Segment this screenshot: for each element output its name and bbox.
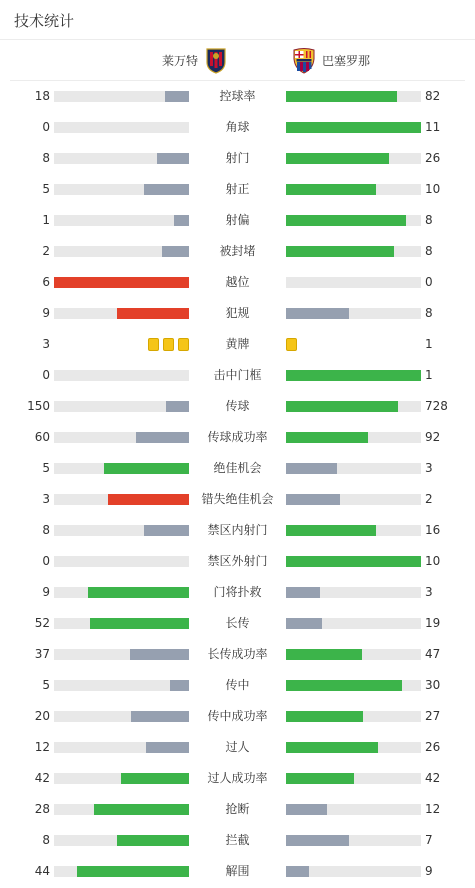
stat-row bbox=[0, 81, 475, 112]
away-stat-bar bbox=[286, 215, 421, 226]
away-stat-bar-fill bbox=[286, 773, 354, 784]
stat-row bbox=[0, 236, 475, 267]
stat-label: 过人成功率 bbox=[207, 771, 268, 785]
away-stat-bar-fill bbox=[286, 215, 406, 226]
stat-label: 控球率 bbox=[219, 89, 256, 103]
yellow-card-icon bbox=[148, 338, 159, 351]
stat-row bbox=[0, 329, 475, 360]
home-stat-bar-fill bbox=[144, 184, 189, 195]
home-stat-bar-fill bbox=[144, 525, 189, 536]
away-stat-bar bbox=[286, 773, 421, 784]
home-stat-value: 8 bbox=[42, 151, 50, 165]
stat-label: 越位 bbox=[225, 275, 250, 289]
away-stat-bar-fill bbox=[286, 835, 349, 846]
away-stat-bar bbox=[286, 587, 421, 598]
away-stat-value: 0 bbox=[425, 275, 433, 289]
stat-label: 射正 bbox=[225, 182, 250, 196]
home-stat-bar bbox=[54, 91, 189, 102]
home-stat-bar-fill bbox=[131, 711, 189, 722]
away-stat-value: 2 bbox=[425, 492, 433, 506]
away-stat-bar bbox=[286, 370, 421, 381]
home-stat-value: 42 bbox=[34, 771, 50, 785]
away-stat-bar bbox=[286, 804, 421, 815]
home-stat-bar-fill bbox=[90, 618, 189, 629]
home-stat-bar-fill bbox=[94, 804, 189, 815]
stat-row bbox=[0, 391, 475, 422]
stat-row bbox=[0, 701, 475, 732]
home-stat-value: 12 bbox=[34, 740, 50, 754]
stat-row bbox=[0, 608, 475, 639]
away-stat-bar bbox=[286, 866, 421, 877]
home-stat-bar bbox=[54, 184, 189, 195]
home-stat-bar bbox=[54, 122, 189, 133]
home-stat-value: 1 bbox=[42, 213, 50, 227]
away-stat-bar-fill bbox=[286, 494, 340, 505]
stat-label: 长传 bbox=[225, 616, 250, 630]
home-stat-value: 3 bbox=[42, 337, 50, 351]
home-stat-bar bbox=[54, 494, 189, 505]
stat-row bbox=[0, 825, 475, 856]
home-stat-bar bbox=[54, 556, 189, 567]
stat-row bbox=[0, 546, 475, 577]
home-stat-value: 150 bbox=[27, 399, 50, 413]
away-stat-bar-fill bbox=[286, 742, 378, 753]
home-yellow-cards bbox=[148, 338, 189, 351]
home-stat-bar bbox=[54, 277, 189, 288]
home-stat-bar bbox=[54, 525, 189, 536]
home-stat-bar-fill bbox=[162, 246, 189, 257]
page-header bbox=[0, 0, 475, 40]
away-stat-bar bbox=[286, 556, 421, 567]
yellow-card-icon bbox=[286, 338, 297, 351]
away-stat-value: 8 bbox=[425, 213, 433, 227]
stat-label: 长传成功率 bbox=[207, 647, 268, 661]
away-stat-bar-fill bbox=[286, 711, 363, 722]
home-stat-bar-fill bbox=[157, 153, 189, 164]
home-stat-bar bbox=[54, 587, 189, 598]
home-stat-bar-fill bbox=[77, 866, 189, 877]
home-stat-bar bbox=[54, 773, 189, 784]
away-stat-value: 12 bbox=[425, 802, 441, 816]
away-stat-bar bbox=[286, 308, 421, 319]
home-stat-value: 2 bbox=[42, 244, 50, 258]
stat-row bbox=[0, 670, 475, 701]
home-stat-value: 18 bbox=[34, 89, 50, 103]
stat-label: 犯规 bbox=[225, 306, 250, 320]
home-stat-value: 8 bbox=[42, 833, 50, 847]
away-stat-bar-fill bbox=[286, 122, 421, 133]
teams-header bbox=[10, 41, 465, 81]
home-stat-bar-fill bbox=[54, 277, 189, 288]
stat-label: 黄牌 bbox=[225, 337, 250, 351]
stat-row bbox=[0, 856, 475, 887]
home-team[interactable] bbox=[162, 47, 228, 74]
away-stat-bar bbox=[286, 649, 421, 660]
away-stat-bar-fill bbox=[286, 556, 421, 567]
away-stat-bar bbox=[286, 463, 421, 474]
stat-row bbox=[0, 360, 475, 391]
away-stat-value: 27 bbox=[425, 709, 441, 723]
stat-row bbox=[0, 732, 475, 763]
stat-row bbox=[0, 453, 475, 484]
away-stat-value: 3 bbox=[425, 585, 433, 599]
yellow-card-icon bbox=[163, 338, 174, 351]
stat-label: 射偏 bbox=[225, 213, 250, 227]
away-stat-value: 8 bbox=[425, 244, 433, 258]
away-stat-value: 1 bbox=[425, 368, 433, 382]
home-stat-value: 0 bbox=[42, 368, 50, 382]
home-stat-bar-fill bbox=[88, 587, 189, 598]
away-stat-value: 10 bbox=[425, 182, 441, 196]
stat-label: 禁区外射门 bbox=[207, 554, 268, 568]
away-stat-bar bbox=[286, 246, 421, 257]
stat-label: 传中成功率 bbox=[207, 709, 268, 723]
stat-row bbox=[0, 484, 475, 515]
stat-row bbox=[0, 267, 475, 298]
away-stat-bar bbox=[286, 711, 421, 722]
home-stat-bar-fill bbox=[165, 91, 189, 102]
stat-row bbox=[0, 298, 475, 329]
stat-label: 角球 bbox=[225, 120, 250, 134]
home-stat-value: 28 bbox=[34, 802, 50, 816]
stat-row bbox=[0, 205, 475, 236]
away-stat-bar bbox=[286, 401, 421, 412]
away-stat-value: 42 bbox=[425, 771, 441, 785]
home-stat-bar-fill bbox=[117, 835, 189, 846]
away-stat-bar bbox=[286, 742, 421, 753]
home-stat-bar-fill bbox=[117, 308, 189, 319]
home-stat-value: 37 bbox=[34, 647, 50, 661]
away-stat-value: 7 bbox=[425, 833, 433, 847]
stat-label: 射门 bbox=[225, 151, 250, 165]
stat-label: 击中门框 bbox=[213, 368, 262, 382]
away-stat-bar bbox=[286, 184, 421, 195]
stat-label: 传球 bbox=[225, 399, 250, 413]
away-stat-value: 8 bbox=[425, 306, 433, 320]
away-stat-bar bbox=[286, 525, 421, 536]
away-stat-value: 82 bbox=[425, 89, 441, 103]
away-stat-bar-fill bbox=[286, 308, 349, 319]
stat-label: 拦截 bbox=[225, 833, 250, 847]
away-stat-value: 728 bbox=[425, 399, 448, 413]
home-stat-value: 3 bbox=[42, 492, 50, 506]
away-stat-value: 47 bbox=[425, 647, 441, 661]
home-stat-bar bbox=[54, 680, 189, 691]
home-stat-bar bbox=[54, 835, 189, 846]
home-stat-bar-fill bbox=[174, 215, 189, 226]
stat-row bbox=[0, 763, 475, 794]
away-yellow-cards bbox=[286, 338, 297, 351]
away-stat-value: 3 bbox=[425, 461, 433, 475]
away-stat-bar-fill bbox=[286, 587, 320, 598]
away-stat-bar-fill bbox=[286, 401, 398, 412]
home-stat-value: 5 bbox=[42, 678, 50, 692]
home-stat-bar-fill bbox=[170, 680, 189, 691]
home-stat-value: 60 bbox=[34, 430, 50, 444]
away-stat-value: 11 bbox=[425, 120, 441, 134]
away-stat-bar-fill bbox=[286, 463, 337, 474]
away-stat-value: 16 bbox=[425, 523, 441, 537]
away-stat-bar-fill bbox=[286, 184, 376, 195]
away-stat-bar-fill bbox=[286, 804, 327, 815]
home-stat-bar bbox=[54, 246, 189, 257]
stat-row bbox=[0, 794, 475, 825]
away-stat-bar-fill bbox=[286, 525, 376, 536]
away-stat-value: 92 bbox=[425, 430, 441, 444]
levante-crest-icon bbox=[204, 47, 228, 74]
home-stat-value: 20 bbox=[34, 709, 50, 723]
home-stat-value: 8 bbox=[42, 523, 50, 537]
home-stat-bar bbox=[54, 649, 189, 660]
stat-row bbox=[0, 174, 475, 205]
away-stat-bar-fill bbox=[286, 866, 309, 877]
stat-row bbox=[0, 143, 475, 174]
home-stat-bar bbox=[54, 401, 189, 412]
home-stat-value: 5 bbox=[42, 182, 50, 196]
stat-row bbox=[0, 639, 475, 670]
home-stat-value: 9 bbox=[42, 306, 50, 320]
home-stat-bar bbox=[54, 866, 189, 877]
home-team-name: 莱万特 bbox=[161, 54, 198, 68]
away-stat-value: 30 bbox=[425, 678, 441, 692]
away-stat-bar bbox=[286, 432, 421, 443]
away-stat-bar-fill bbox=[286, 680, 402, 691]
away-stat-bar-fill bbox=[286, 618, 322, 629]
away-stat-value: 1 bbox=[425, 337, 433, 351]
away-stat-bar-fill bbox=[286, 649, 362, 660]
home-stat-value: 9 bbox=[42, 585, 50, 599]
home-stat-bar-fill bbox=[108, 494, 189, 505]
away-stat-bar-fill bbox=[286, 246, 394, 257]
stat-row bbox=[0, 515, 475, 546]
away-stat-bar-fill bbox=[286, 153, 389, 164]
page-title: 技术统计 bbox=[14, 12, 75, 30]
home-stat-value: 52 bbox=[34, 616, 50, 630]
away-stat-bar-fill bbox=[286, 432, 368, 443]
home-stat-value: 0 bbox=[42, 120, 50, 134]
away-stat-value: 19 bbox=[425, 616, 441, 630]
home-stat-bar bbox=[54, 742, 189, 753]
stat-row bbox=[0, 112, 475, 143]
away-stat-value: 9 bbox=[425, 864, 433, 878]
stat-label: 绝佳机会 bbox=[213, 461, 262, 475]
home-stat-bar bbox=[54, 370, 189, 381]
stat-label: 解围 bbox=[225, 864, 250, 878]
away-stat-bar-fill bbox=[286, 91, 397, 102]
home-stat-value: 5 bbox=[42, 461, 50, 475]
away-stat-bar bbox=[286, 91, 421, 102]
barcelona-crest-icon bbox=[292, 47, 316, 74]
stat-label: 门将扑救 bbox=[213, 585, 262, 599]
stat-label: 过人 bbox=[225, 740, 250, 754]
stat-label: 传中 bbox=[225, 678, 250, 692]
home-stat-bar bbox=[54, 618, 189, 629]
away-stat-value: 10 bbox=[425, 554, 441, 568]
away-stat-value: 26 bbox=[425, 740, 441, 754]
away-stat-value: 26 bbox=[425, 151, 441, 165]
stat-label: 传球成功率 bbox=[207, 430, 268, 444]
stat-row bbox=[0, 422, 475, 453]
home-stat-bar bbox=[54, 308, 189, 319]
away-stat-bar bbox=[286, 835, 421, 846]
stat-label: 错失绝佳机会 bbox=[201, 492, 274, 506]
stat-label: 抢断 bbox=[225, 802, 250, 816]
home-stat-bar bbox=[54, 432, 189, 443]
away-stat-bar bbox=[286, 122, 421, 133]
away-stat-bar-fill bbox=[286, 370, 421, 381]
home-stat-bar bbox=[54, 215, 189, 226]
home-stat-bar-fill bbox=[130, 649, 189, 660]
home-stat-bar-fill bbox=[146, 742, 189, 753]
home-stat-bar-fill bbox=[121, 773, 189, 784]
away-team[interactable] bbox=[292, 47, 370, 74]
away-stat-bar bbox=[286, 680, 421, 691]
home-stat-value: 0 bbox=[42, 554, 50, 568]
home-stat-value: 44 bbox=[34, 864, 50, 878]
stat-label: 禁区内射门 bbox=[207, 523, 268, 537]
away-team-name: 巴塞罗那 bbox=[322, 54, 371, 68]
home-stat-bar-fill bbox=[136, 432, 189, 443]
home-stat-value: 6 bbox=[42, 275, 50, 289]
home-stat-bar bbox=[54, 463, 189, 474]
stat-label: 被封堵 bbox=[219, 244, 256, 258]
away-stat-bar bbox=[286, 494, 421, 505]
home-stat-bar bbox=[54, 804, 189, 815]
away-stat-bar bbox=[286, 153, 421, 164]
home-stat-bar-fill bbox=[104, 463, 189, 474]
away-stat-bar bbox=[286, 618, 421, 629]
home-stat-bar bbox=[54, 711, 189, 722]
yellow-card-icon bbox=[178, 338, 189, 351]
stat-row bbox=[0, 577, 475, 608]
home-stat-bar-fill bbox=[166, 401, 189, 412]
home-stat-bar bbox=[54, 153, 189, 164]
away-stat-bar bbox=[286, 277, 421, 288]
